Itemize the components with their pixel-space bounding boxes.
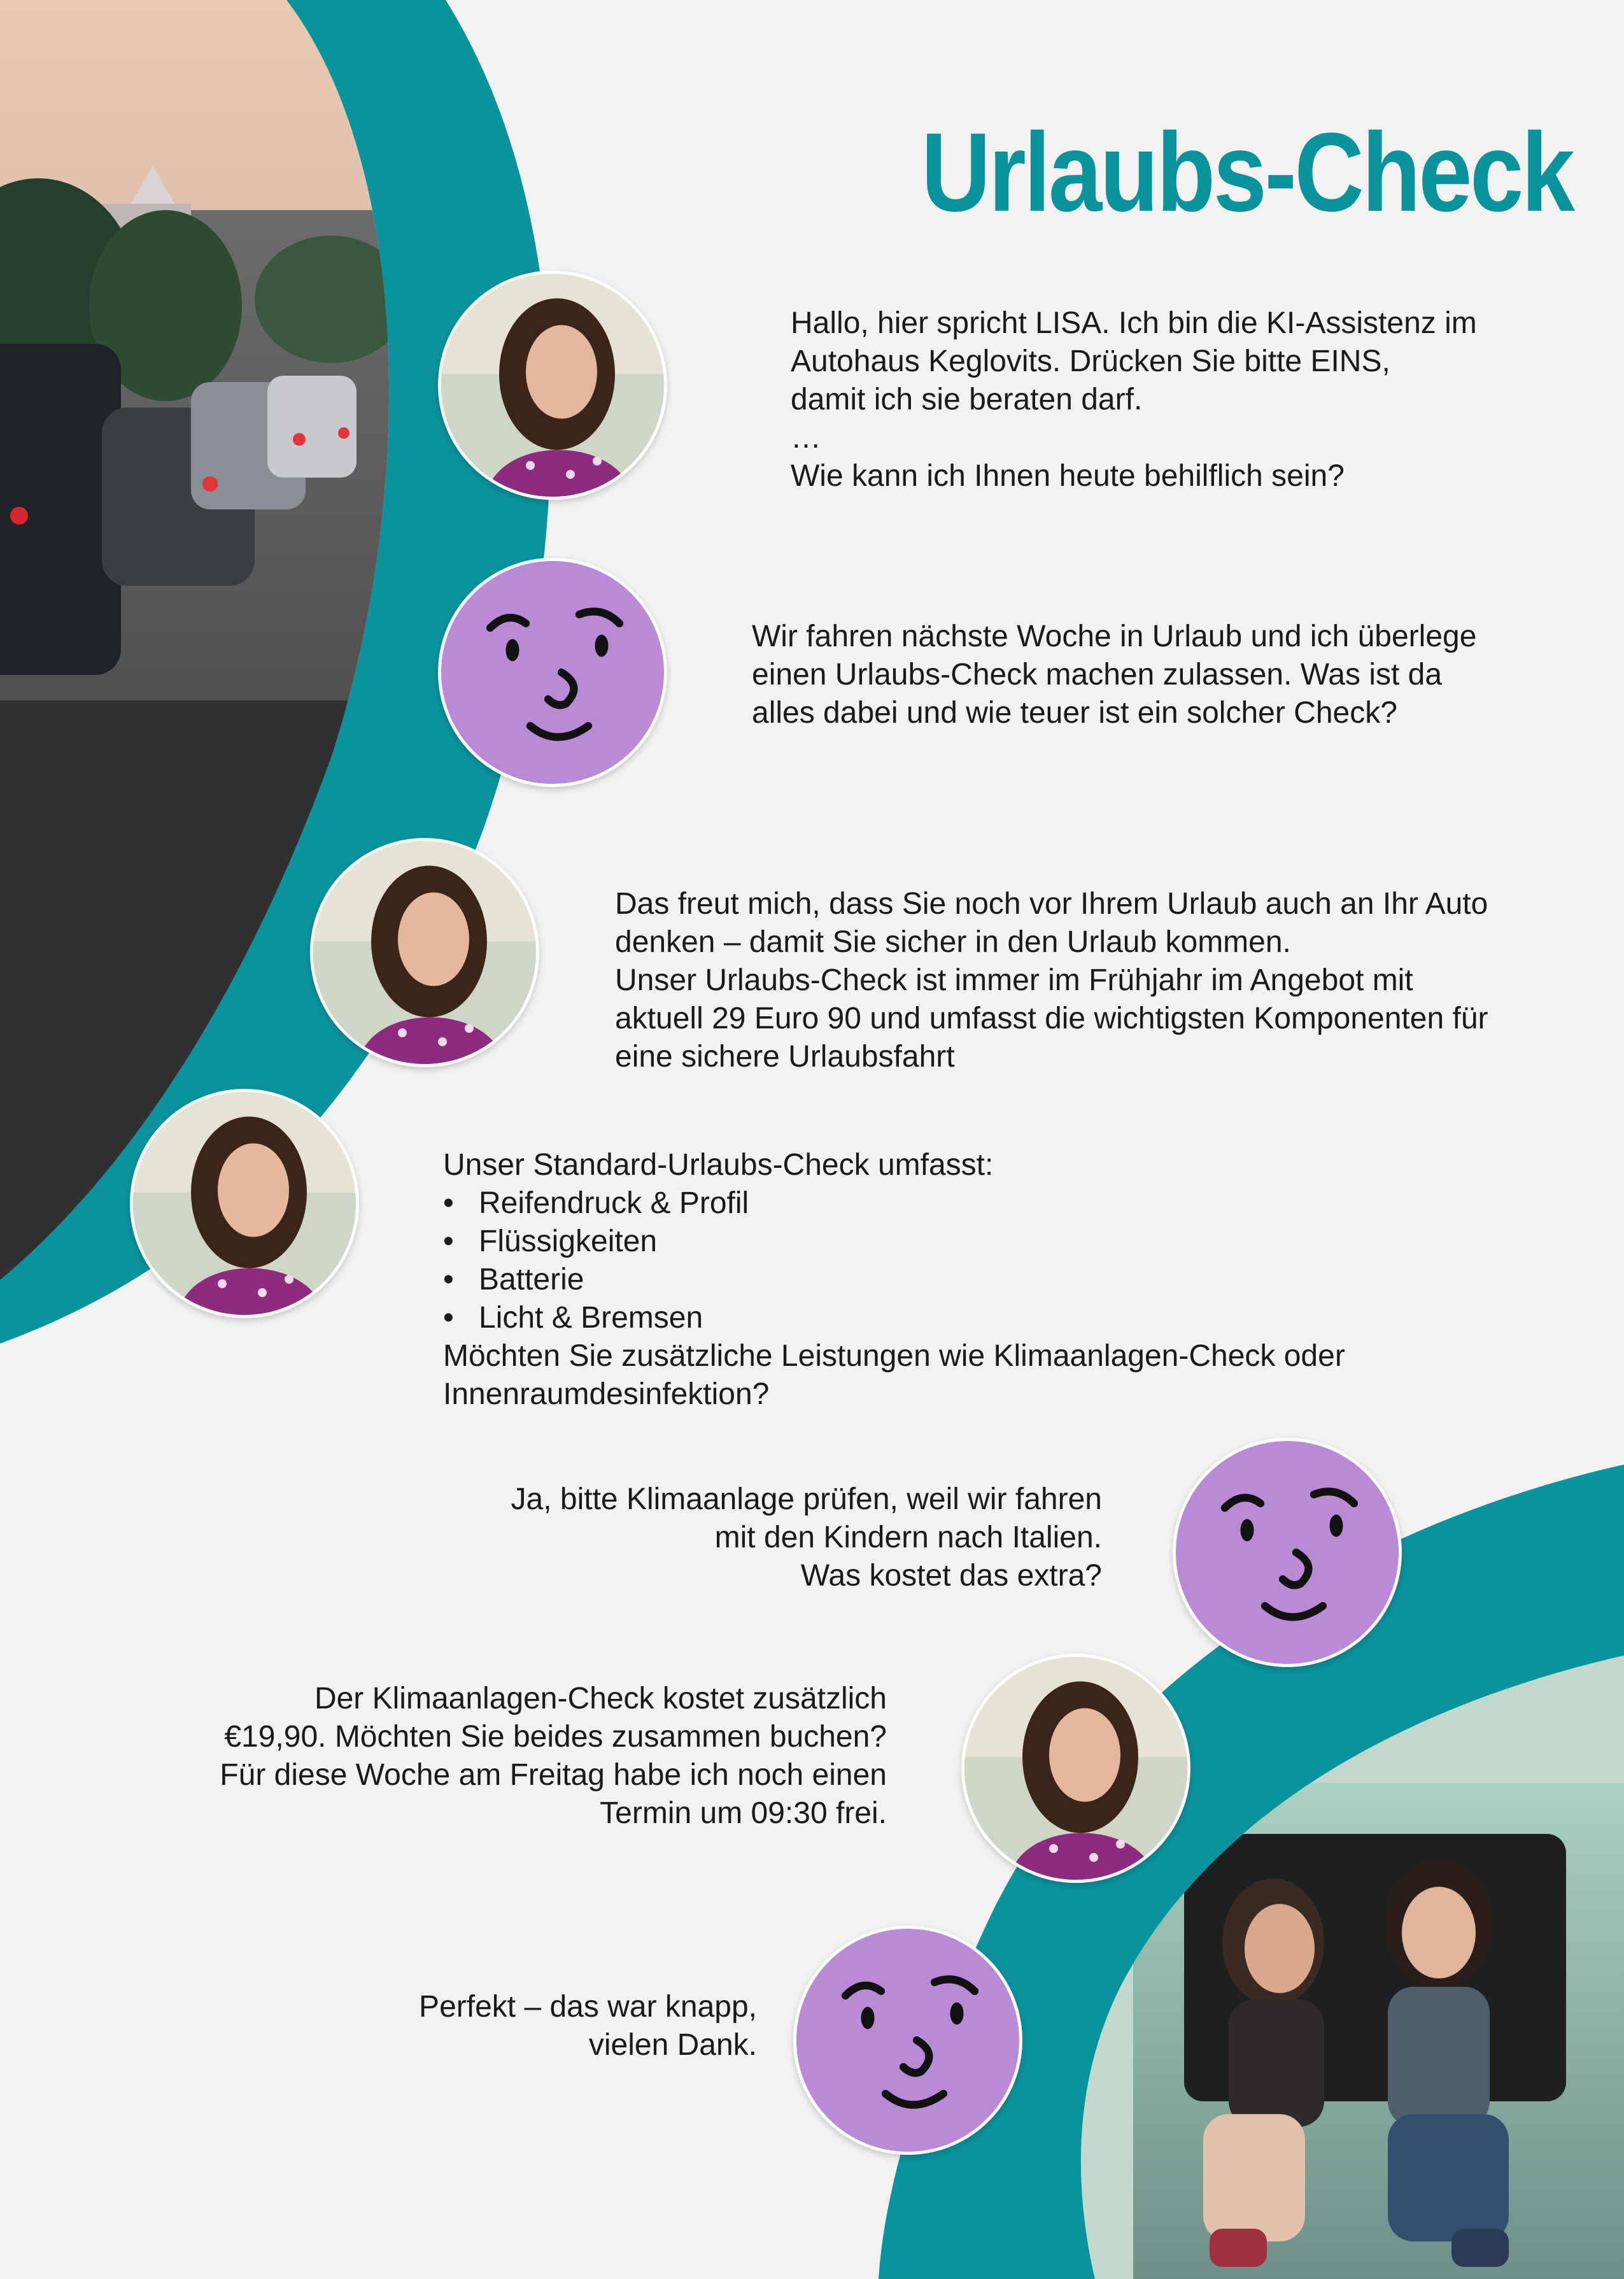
lisa-portrait-icon bbox=[133, 1092, 356, 1315]
message-customer-question bbox=[752, 618, 1476, 732]
message-line: Unser Urlaubs-Check ist immer im Frühjahr im Angebot mit bbox=[615, 963, 1413, 997]
message-line: Autohaus Keglovits. Drücken Sie bitte EINS, bbox=[791, 344, 1390, 378]
checklist-item: • Flüssigkeiten bbox=[443, 1225, 658, 1258]
page-title: Urlaubs-Check bbox=[921, 110, 1573, 235]
lisa-portrait-icon bbox=[313, 841, 536, 1064]
message-line: denken – damit Sie sicher in den Urlaub kommen. bbox=[615, 925, 1291, 959]
message-customer-aircon bbox=[511, 1480, 1102, 1595]
lisa-avatar bbox=[130, 1089, 359, 1318]
customer-smiley bbox=[438, 558, 667, 787]
message-line: einen Urlaubs-Check machen zulassen. Was ist da bbox=[752, 658, 1443, 692]
smiley-face-icon bbox=[441, 561, 664, 784]
message-customer-thanks bbox=[419, 1988, 757, 2064]
message-line: Das freut mich, dass Sie noch vor Ihrem Urlaub auch an Ihr Auto bbox=[615, 887, 1488, 921]
lisa-avatar bbox=[310, 838, 539, 1067]
message-line: Wie kann ich Ihnen heute behilflich sein? bbox=[791, 459, 1345, 493]
message-lisa-booking bbox=[220, 1680, 887, 1833]
message-line: eine sichere Urlaubsfahrt bbox=[615, 1040, 955, 1074]
smiley-face-icon bbox=[1176, 1441, 1399, 1664]
message-line: Perfekt – das war knapp, bbox=[419, 1990, 757, 2024]
lisa-avatar bbox=[961, 1654, 1190, 1883]
message-line: Der Klimaanlagen-Check kostet zusätzlich bbox=[314, 1682, 887, 1715]
customer-smiley bbox=[793, 1926, 1022, 2155]
lisa-portrait-icon bbox=[964, 1657, 1187, 1880]
checklist-item: • Batterie bbox=[443, 1263, 584, 1296]
message-line: €19,90. Möchten Sie beides zusammen buchen? bbox=[224, 1720, 887, 1754]
message-line: Für diese Woche am Freitag habe ich noch einen bbox=[220, 1758, 887, 1792]
message-line: Hallo, hier spricht LISA. Ich bin die KI-Assistenz im bbox=[791, 306, 1477, 340]
message-line: alles dabei und wie teuer ist ein solcher Check? bbox=[752, 696, 1397, 730]
smiley-face-icon bbox=[796, 1929, 1019, 2152]
message-line: damit ich sie beraten darf. bbox=[791, 383, 1143, 416]
message-line: aktuell 29 Euro 90 und umfasst die wichtigsten Komponenten für bbox=[615, 1002, 1488, 1035]
message-line: mit den Kindern nach Italien. bbox=[714, 1521, 1102, 1554]
message-lisa-greeting bbox=[791, 304, 1477, 495]
customer-smiley bbox=[1173, 1438, 1402, 1667]
message-line: Möchten Sie zusätzliche Leistungen wie Klimaanlagen-Check oder bbox=[443, 1339, 1345, 1373]
message-line: … bbox=[791, 421, 821, 455]
message-line: Termin um 09:30 frei. bbox=[600, 1796, 887, 1830]
message-line: vielen Dank. bbox=[588, 2028, 757, 2062]
message-lisa-checklist bbox=[443, 1146, 1345, 1414]
message-line: Innenraumdesinfektion? bbox=[443, 1377, 770, 1411]
lisa-avatar bbox=[438, 271, 667, 500]
lisa-portrait-icon bbox=[441, 274, 664, 497]
message-line: Wir fahren nächste Woche in Urlaub und ich überlege bbox=[752, 620, 1477, 653]
message-line: Ja, bitte Klimaanlage prüfen, weil wir fahren bbox=[511, 1482, 1102, 1516]
checklist-item: • Reifendruck & Profil bbox=[443, 1186, 749, 1220]
checklist-intro: Unser Standard-Urlaubs-Check umfasst: bbox=[443, 1148, 994, 1182]
checklist-item: • Licht & Bremsen bbox=[443, 1301, 703, 1335]
message-line: Was kostet das extra? bbox=[800, 1559, 1102, 1593]
message-lisa-offer bbox=[615, 885, 1488, 1076]
